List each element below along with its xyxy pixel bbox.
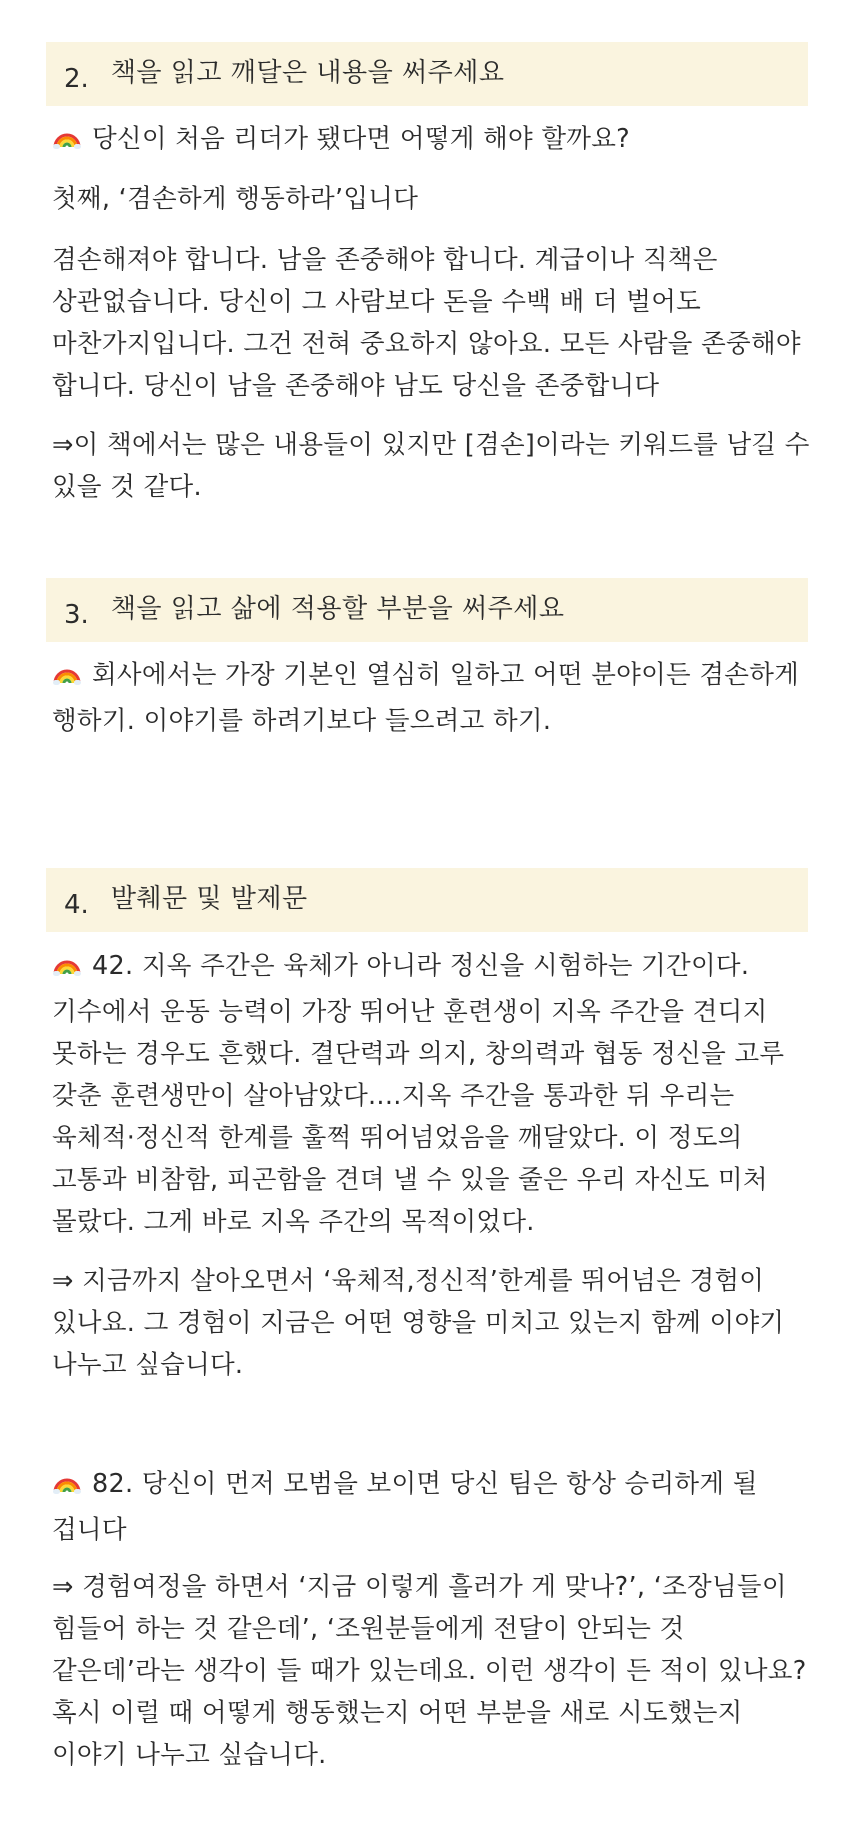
section-number: 2.	[64, 64, 89, 94]
application-text: 회사에서는 가장 기본인 열심히 일하고 어떤 분야이든 겸손하게 행하기. 이야기를 하려기보다 들으려고 하기.	[52, 660, 800, 736]
excerpt-42	[52, 945, 812, 1243]
excerpt-42-text: 42. 지옥 주간은 육체가 아니라 정신을 시험하는 기간이다. 기수에서 운동 능력이 가장 뛰어난 훈련생이 지옥 주간을 견디지 못하는 경우도 흔했다. 결단력과 의지, 창의력과 협동 정신을 고루 갖춘 훈련생만이 살아남았다....지옥 주간을 통과한 뒤 우리는 육체적·정신적 한계를 훌쩍 뛰어넘었음을 깨달았다. 이 정도의 고통과 비참함, 피곤함을 견뎌 낼 수 있을 줄은 우리 자신도 미처 몰랐다. 그게 바로 지옥 주간의 목적이었다.	[52, 951, 785, 1237]
section-number: 4.	[64, 890, 89, 920]
section-title: 발췌문 및 발제문	[110, 883, 308, 914]
discussion-prompt-2: ⇒ 경험여정을 하면서 ‘지금 이렇게 흘러가 게 맞나?’, ‘조장님들이 힘들어 하는 것 같은데’, ‘조원분들에게 전달이 안되는 것 같은데’라는 생각이 들 때가 있는데요. 이런 생각이 든 적이 있나요? 혹시 이럴 때 어떻게 행동했는지 어떤 부분을 새로 시도했는지 이야기 나누고 싶습니다.	[52, 1572, 807, 1770]
excerpt-82	[52, 1463, 812, 1551]
rainbow-icon	[52, 121, 82, 164]
section-title: 책을 읽고 깨달은 내용을 써주세요	[110, 57, 505, 88]
rainbow-icon	[52, 657, 82, 700]
body-paragraph: 겸손해져야 합니다. 남을 존중해야 합니다. 계급이나 직책은 상관없습니다. 당신이 그 사람보다 돈을 수백 배 더 벌어도 마찬가지입니다. 그건 전혀 중요하지 않아요. 모든 사람을 존중해야 합니다. 당신이 남을 존중해야 남도 당신을 존중합니다	[52, 245, 801, 401]
question-line	[52, 118, 812, 164]
section-2-header	[46, 42, 808, 106]
section-3-header	[46, 578, 808, 642]
question-text: 당신이 처음 리더가 됐다면 어떻게 해야 할까요?	[92, 124, 630, 154]
section-4-header	[46, 868, 808, 932]
application-paragraph	[52, 654, 812, 742]
first-heading: 첫째, ‘겸손하게 행동하라’입니다	[52, 184, 419, 214]
section-title: 책을 읽고 삶에 적용할 부분을 써주세요	[110, 593, 565, 624]
rainbow-icon	[52, 948, 82, 991]
rainbow-icon	[52, 1466, 82, 1509]
discussion-prompt-1: ⇒ 지금까지 살아오면서 ‘육체적,정신적’한계를 뛰어넘은 경험이 있나요. 그 경험이 지금은 어떤 영향을 미치고 있는지 함께 이야기 나누고 싶습니다.	[52, 1266, 785, 1380]
reflection-paragraph: ⇒이 책에서는 많은 내용들이 있지만 [겸손]이라는 키워드를 남길 수 있을 것 같다.	[52, 430, 810, 502]
section-number: 3.	[64, 600, 89, 630]
excerpt-82-text: 82. 당신이 먼저 모범을 보이면 당신 팀은 항상 승리하게 될 겁니다	[52, 1469, 758, 1545]
